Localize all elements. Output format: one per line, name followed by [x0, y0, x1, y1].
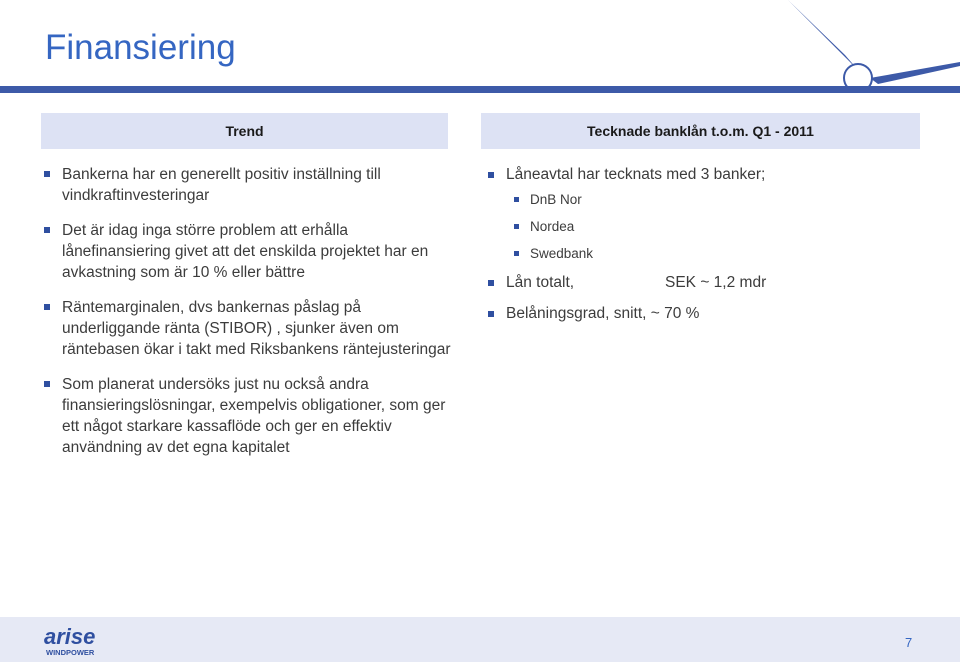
footer-bar: [0, 617, 960, 662]
loans-header: Tecknade banklån t.o.m. Q1 - 2011: [481, 113, 920, 149]
title-rule: [0, 86, 960, 93]
list-item: [488, 272, 918, 293]
bank-list: [506, 191, 918, 263]
list-item: Bankerna har en generellt positiv inställning till vindkraftinvesteringar: [44, 164, 454, 206]
square-bullet-icon: [514, 224, 519, 229]
square-bullet-icon: [514, 197, 519, 202]
loan-agreements-text: Låneavtal har tecknats med 3 banker;: [506, 166, 766, 183]
svg-text:arise: arise: [44, 624, 96, 649]
bank-item: Swedbank: [506, 245, 918, 263]
list-item: [488, 164, 918, 263]
loan-to-value-text: Belåningsgrad, snitt, ~ 70 %: [506, 305, 700, 322]
square-bullet-icon: [44, 171, 50, 177]
list-item: Som planerat undersöks just nu också andra finansieringslösningar, exempelvis obligationer, som ger ett något starkare kassaflöde och ger en effektiv användning av det egna kapitalet: [44, 374, 454, 458]
loan-total-value: SEK ~ 1,2 mdr: [665, 274, 767, 291]
square-bullet-icon: [488, 280, 494, 286]
square-bullet-icon: [44, 227, 50, 233]
slide-title: Finansiering: [45, 28, 236, 67]
square-bullet-icon: [514, 251, 519, 256]
bank-item: DnB Nor: [506, 191, 918, 209]
list-item: [488, 303, 918, 324]
svg-text:WINDPOWER: WINDPOWER: [46, 648, 95, 657]
trend-header: Trend: [41, 113, 448, 149]
square-bullet-icon: [44, 381, 50, 387]
loan-total-label: Lån totalt,: [506, 274, 575, 291]
square-bullet-icon: [488, 172, 494, 178]
square-bullet-icon: [44, 304, 50, 310]
page-number: 7: [905, 635, 913, 650]
trend-list: [44, 164, 454, 472]
loans-list: [488, 164, 918, 324]
square-bullet-icon: [488, 311, 494, 317]
list-item: Räntemarginalen, dvs bankernas påslag på underliggande ränta (STIBOR) , sjunker även om räntebasen ökar i takt med Riksbankens räntejusteringar: [44, 297, 454, 360]
arise-windpower-logo: [42, 622, 106, 658]
bank-item: Nordea: [506, 218, 918, 236]
list-item: Det är idag inga större problem att erhålla lånefinansiering givet att det enskilda projektet har en avkastning som är 10 % eller bättre: [44, 220, 454, 283]
windmill-blade-graphic: [770, 0, 960, 100]
